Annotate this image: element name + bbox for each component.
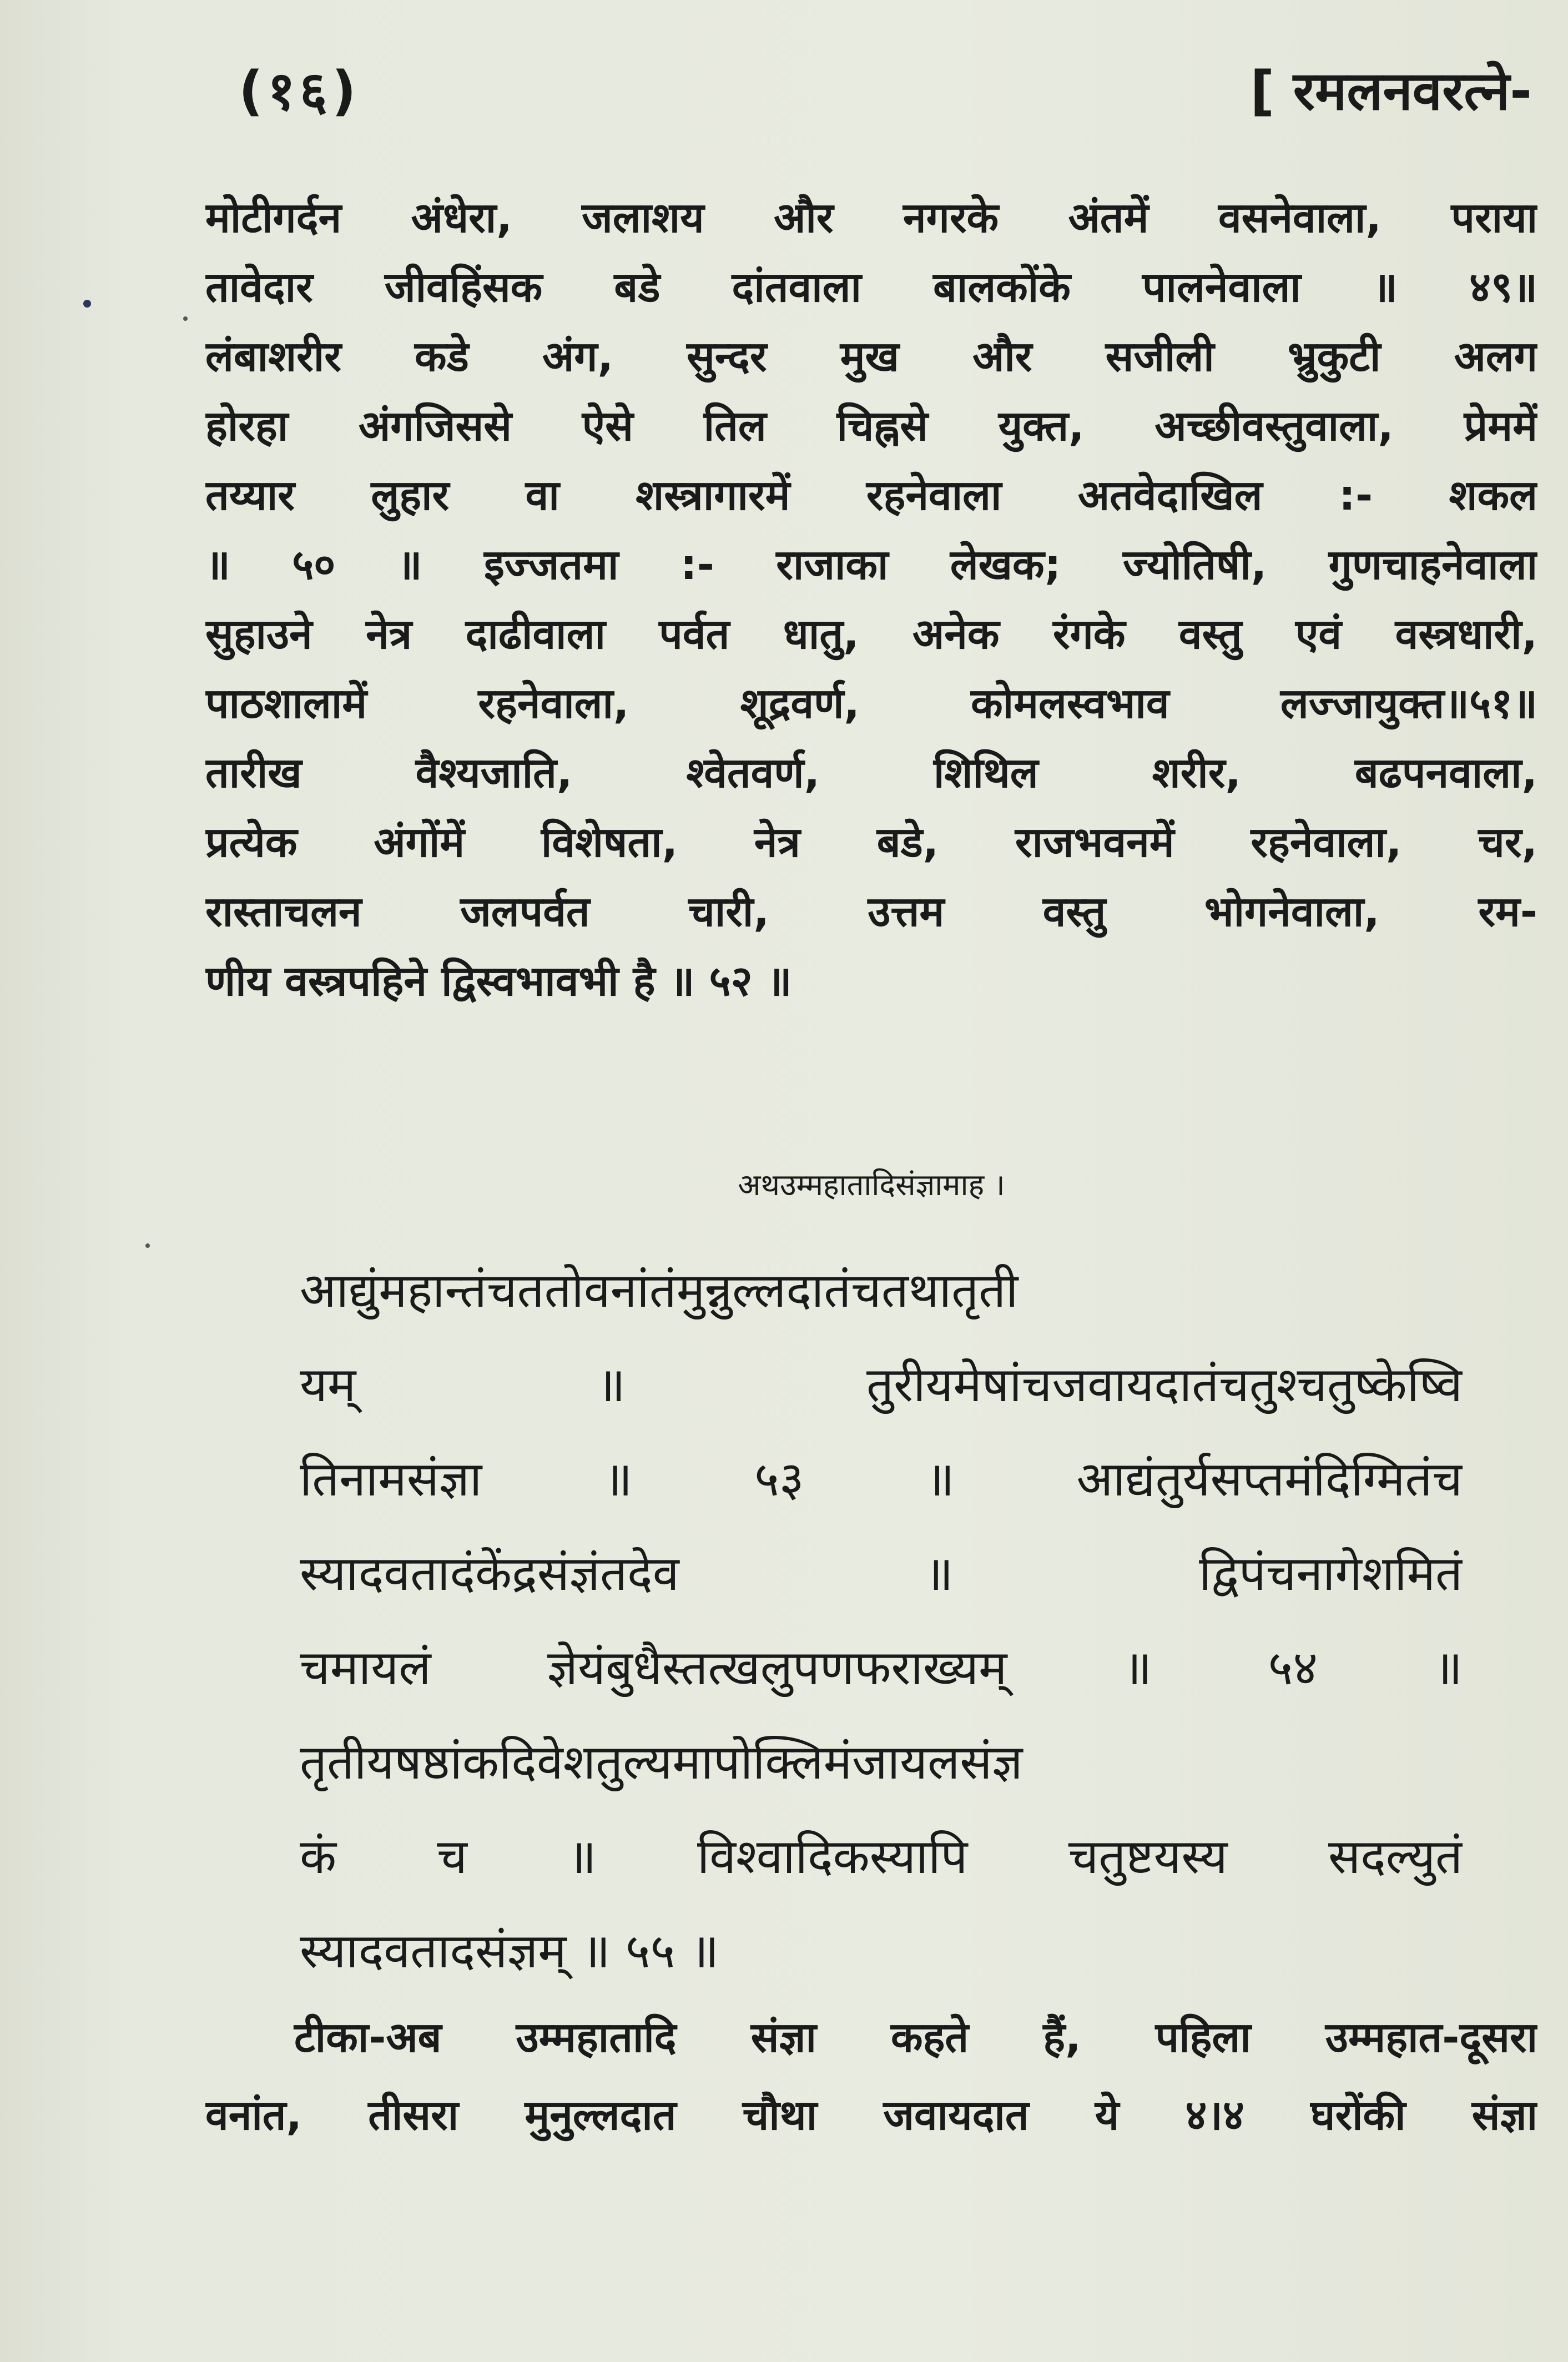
verse-line: कं च ॥ विश्वादिकस्यापि चतुष्टयस्य सदल्युतं: [300, 1829, 1463, 1885]
page-number: (१६): [239, 60, 361, 122]
section-heading: अथउम्महातादिसंज्ञामाह ।: [738, 1167, 1005, 1202]
page-header: [239, 53, 1532, 122]
prose-line: मोटीगर्दन अंधेरा, जलाशय और नगरके अंतमें वसनेवाला, पराया: [205, 193, 1537, 242]
prose-line: ॥ ५० ॥ इज्जतमा :- राजाका लेखक; ज्योतिषी, गुणचाहनेवाला: [205, 540, 1537, 589]
prose-line: णीय वस्त्रपहिने द्विस्वभावभी है ॥ ५२ ॥: [205, 956, 792, 1005]
verse-line: स्यादवतादंकेंद्रसंज्ञंतदेव ॥ द्विपंचनागेशमितं: [300, 1546, 1463, 1601]
running-head: [ रमलनवरत्ने-: [1250, 60, 1532, 122]
verse-line: तिनामसंज्ञा ॥ ५३ ॥ आद्यंतुर्यसप्तमंदिग्मितंच: [300, 1452, 1463, 1507]
prose-line: सुहाउने नेत्र दाढीवाला पर्वत धातु, अनेक रंगके वस्तु एवं वस्त्रधारी,: [205, 610, 1537, 658]
verse-line: स्यादवतादसंज्ञम् ॥ ५५ ॥: [300, 1923, 719, 1979]
prose-line: रास्ताचलन जलपर्वत चारी, उत्तम वस्तु भोगनेवाला, रम-: [205, 887, 1537, 936]
prose-line: तारीख वैश्यजाति, श्वेतवर्ण, शिथिल शरीर, बढपनवाला,: [205, 748, 1537, 797]
ink-speck: [83, 300, 91, 308]
commentary-line: वनांत, तीसरा मुनुल्लदात चौथा जवायदात ये ४।४ घरोंकी संज्ञा: [205, 2091, 1537, 2139]
prose-line: होरहा अंगजिससे ऐसे तिल चिह्नसे युक्त, अच्छीवस्तुवाला, प्रेममें: [205, 401, 1537, 450]
prose-block: [205, 183, 1537, 1016]
verse-line: आद्युंमहान्तंचततोवनांतंमुन्नुल्लदातंचतथातृती: [300, 1263, 1019, 1318]
verse-line: चमायलं ज्ञेयंबुधैस्तत्खलुपणफराख्यम् ॥ ५४ ॥: [300, 1640, 1463, 1696]
prose-line: लंबाशरीर कडे अंग, सुन्दर मुख और सजीली भ्रुकुटी अलग: [205, 332, 1537, 381]
ink-speck: [145, 1243, 150, 1248]
ink-speck: [183, 316, 188, 321]
sanskrit-verse-block: [300, 1243, 1463, 1998]
prose-line: प्रत्येक अंगोंमें विशेषता, नेत्र बडे, राजभवनमें रहनेवाला, चर,: [205, 818, 1537, 867]
verse-line: तृतीयषष्ठांकदिवेशतुल्यमापोक्लिमंजायलसंज्ञ: [300, 1735, 1023, 1790]
verse-line: यम् ॥ तुरीयमेषांचजवायदातंचतुश्चतुष्केष्वि: [300, 1357, 1463, 1413]
prose-line: पाठशालामें रहनेवाला, शूद्रवर्ण, कोमलस्वभाव लज्जायुक्त॥५१॥: [205, 679, 1537, 728]
prose-line: तय्यार लुहार वा शस्त्रागारमें रहनेवाला अतवेदाखिल :- शकल: [205, 471, 1537, 520]
prose-line: तावेदार जीवहिंसक बडे दांतवाला बालकोंके पालनेवाला ॥ ४९॥: [205, 263, 1537, 311]
commentary-line: टीका-अब उम्महातादि संज्ञा कहते हैं, पहिला उम्महात-दूसरा: [294, 2013, 1537, 2062]
commentary-block: [205, 1998, 1537, 2154]
